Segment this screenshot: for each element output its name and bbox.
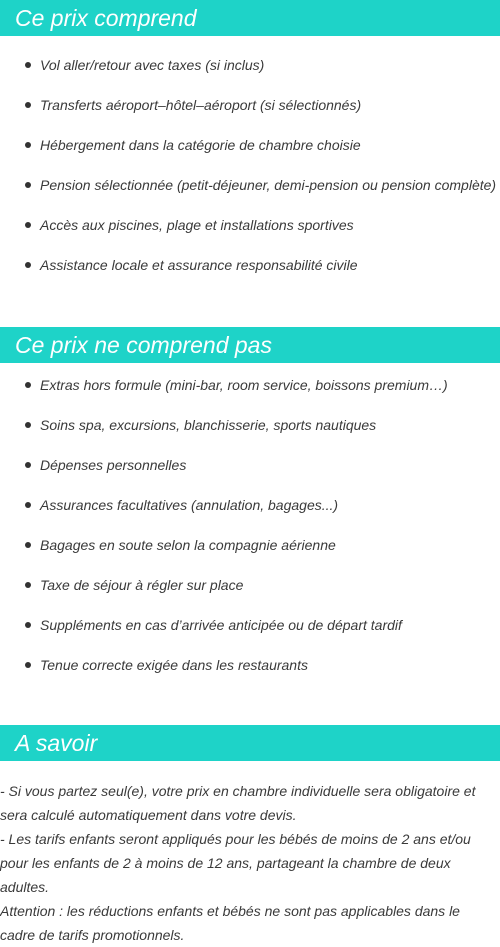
info-paragraph: - Les tarifs enfants seront appliqués pour les bébés de moins de 2 ans et/ou pour les enfants de 2 à moins de 12 ans, partageant la chambre de deux adultes. [0,831,471,895]
bullet-icon [25,182,31,188]
included-section [0,0,500,285]
info-section [0,725,500,947]
info-paragraph: Attention : les réductions enfants et bébés ne sont pas applicables dans le cadre de tarifs promotionnels. [0,903,460,943]
list-item-text: Tenue correcte exigée dans les restaurants [40,657,308,673]
list-item-text: Assistance locale et assurance responsabilité civile [40,257,358,273]
list-item-text: Extras hors formule (mini-bar, room service, boissons premium…) [40,377,448,393]
list-item [0,245,500,285]
list-item-text: Pension sélectionnée (petit-déjeuner, demi-pension ou pension complète) [40,177,497,193]
list-item-text: Accès aux piscines, plage et installations sportives [40,217,354,233]
list-item [0,405,500,445]
excluded-section [0,327,500,685]
bullet-icon [25,462,31,468]
list-item [0,445,500,485]
list-item-text: Soins spa, excursions, blanchisserie, sports nautiques [40,417,377,433]
list-item-text: Assurances facultatives (annulation, bagages...) [40,497,339,513]
list-item-text: Dépenses personnelles [40,457,187,473]
bullet-icon [25,382,31,388]
bullet-icon [25,102,31,108]
list-item-text: Bagages en soute selon la compagnie aérienne [40,537,336,553]
bullet-icon [25,222,31,228]
bullet-icon [25,422,31,428]
info-heading: A savoir [0,725,500,761]
list-item [0,85,500,125]
list-item-text: Taxe de séjour à régler sur place [40,577,244,593]
list-item-text: Suppléments en cas d’arrivée anticipée ou de départ tardif [40,617,402,633]
list-item-text: Transferts aéroport–hôtel–aéroport (si sélectionnés) [40,97,362,113]
bullet-icon [25,622,31,628]
list-item [0,645,500,685]
list-item [0,45,500,85]
list-item [0,485,500,525]
bullet-icon [25,542,31,548]
bullet-icon [25,262,31,268]
info-text [0,779,500,947]
list-item [0,565,500,605]
list-item [0,165,500,205]
bullet-icon [25,502,31,508]
list-item [0,605,500,645]
list-item [0,525,500,565]
excluded-list [0,365,500,685]
bullet-icon [25,62,31,68]
list-item-text: Hébergement dans la catégorie de chambre choisie [40,137,361,153]
included-heading: Ce prix comprend [0,0,500,36]
excluded-heading: Ce prix ne comprend pas [0,327,500,363]
included-list [0,45,500,285]
list-item [0,205,500,245]
list-item [0,125,500,165]
bullet-icon [25,142,31,148]
bullet-icon [25,662,31,668]
list-item [0,365,500,405]
list-item-text: Vol aller/retour avec taxes (si inclus) [40,57,265,73]
bullet-icon [25,582,31,588]
info-paragraph: - Si vous partez seul(e), votre prix en chambre individuelle sera obligatoire et sera calculé automatiquement dans votre devis. [0,783,476,823]
